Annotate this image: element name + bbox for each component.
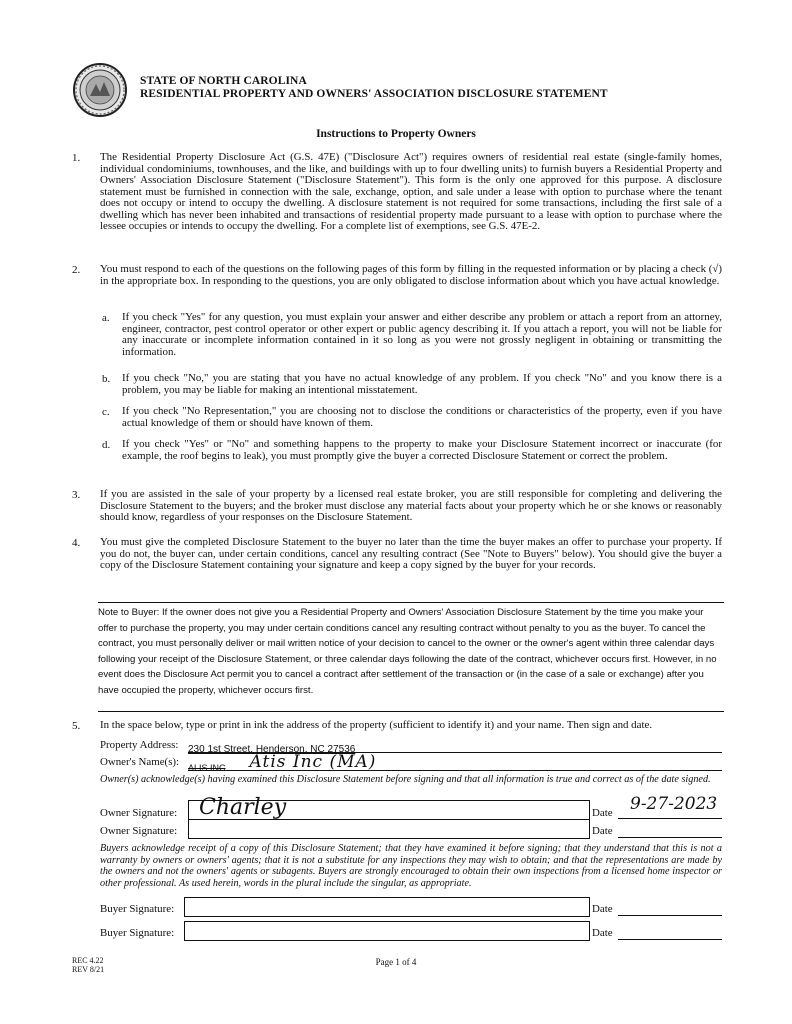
owner-2-date-field[interactable] (618, 819, 722, 838)
property-address-field[interactable] (188, 739, 722, 753)
item-1-number: 1. (72, 152, 81, 164)
owner-names-handwritten: Atis Inc (MA) (249, 752, 377, 772)
item-2c-label: c. (102, 406, 110, 418)
item-2a-label: a. (102, 312, 110, 324)
item-4-number: 4. (72, 537, 81, 549)
item-2-number: 2. (72, 264, 81, 276)
owner-signature-label: Owner Signature: (100, 807, 178, 819)
item-2c-text: If you check "No Representation," you are choosing not to disclose the conditions or characteristics of the property, even if you have actual knowledge of them or should have known of them. (122, 405, 722, 429)
buyer-acknowledgement: Buyers acknowledge receipt of a copy of this Disclosure Statement; that they have examined it before signing; that they understand that this is not a warranty by owners or owners' agents; that it is not a substitute for any inspections they may wish to obtain; and that the representations are made by the owners and not the owners' agents or subagents. Buyers are strongly encouraged to obtain their own inspections from a licensed home inspector or other professional. As used herein, words in the plural include the singular, as appropriate. (100, 843, 722, 889)
note-bottom-rule (98, 711, 724, 712)
property-address-value: 230 1st Street, Henderson, NC 27536 (188, 744, 356, 755)
state-heading: STATE OF NORTH CAROLINA (140, 75, 307, 87)
item-3-text: If you are assisted in the sale of your property by a licensed real estate broker, you are still responsible for completing and delivering the Disclosure Statement to the buyers; and the broker must disclose any material facts about your property which he or she knows or reasonably should know, regardless of your responses on the Disclosure Statement. (100, 488, 722, 523)
instructions-title: Instructions to Property Owners (316, 128, 476, 140)
item-5-text: In the space below, type or print in ink the address of the property (sufficient to identify it) and your name. Then sign and date. (100, 719, 653, 731)
owner-signature-2-label: Owner Signature: (100, 825, 178, 837)
owner-names-label: Owner's Name(s): (100, 756, 180, 768)
buyer-date-label: Date (592, 903, 613, 915)
item-2d-label: d. (102, 439, 111, 451)
item-2a-text: If you check "Yes" for any question, you must explain your answer and either describe any problem or attach a report from an attorney, engineer, contractor, pest control operator or other expert or public agency describing it. If you attach a report, you will not be liable for any inaccurate or incomplete information contained in it so long as you were not grossly negligent in obtaining or transmitting the information. (122, 311, 722, 358)
property-address-label: Property Address: (100, 739, 179, 751)
buyer-signature-box[interactable] (184, 897, 590, 917)
owner-date-label: Date (592, 807, 613, 819)
buyer-signature-2-box[interactable] (184, 921, 590, 941)
item-5-number: 5. (72, 720, 81, 732)
buyer-2-date-label: Date (592, 927, 613, 939)
owner-date-handwritten: 9-27-2023 (630, 794, 718, 814)
owner-signature-box[interactable] (188, 795, 590, 820)
item-1-text: The Residential Property Disclosure Act (G.S. 47E) ("Disclosure Act") requires owners of residential real estate (single-family homes, individual condominiums, townhouses, and the like, and buildings with up to four dwelling units) to furnish buyers a Residential Property and Owners' Association Disclosure Statement ("Disclosure Statement"). This form is the only one approved for this purpose. A disclosure statement must be furnished in connection with the sale, exchange, option, and sale under a lease with option to purchase where the tenant does not occupy or intend to occupy the dwelling. A disclosure statement is not required for some transactions, including the first sale of a dwelling which has never been inhabited and transactions of residential property made pursuant to a lease with option to purchase where the lessee occupies or intends to occupy the dwelling. For a complete list of exemptions, see G.S. 47E-2. (100, 151, 722, 232)
item-3-number: 3. (72, 489, 81, 501)
buyer-signature-label: Buyer Signature: (100, 903, 175, 915)
item-2d-text: If you check "Yes" or "No" and something happens to the property to make your Disclosure Statement incorrect or inaccurate (for example, the roof begins to leak), you must promptly give the buyer a corrected Disclosure Statement or correct the problem. (122, 438, 722, 462)
item-4-text: You must give the completed Disclosure Statement to the buyer no later than the time the buyer makes an offer to purchase your property. If you do not, the buyer can, under certain conditions, cancel any resulting contract (See "Note to Buyers" below). You should give the buyer a copy of the Disclosure Statement containing your signature and keep a copy signed by the buyer for your records. (100, 536, 722, 571)
form-code: REC 4.22 (72, 956, 104, 965)
note-to-buyer: Note to Buyer: If the owner does not give you a Residential Property and Owners' Association Disclosure Statement by the time you make your offer to purchase the property, you may under certain conditions cancel any resulting contract without penalty to you as the buyer. To cancel the contract, you must personally deliver or mail written notice of your decision to cancel to the owner or the owner's agent within three calendar days following your receipt of the Disclosure Statement, or three calendar days following the date of the contract, whichever occurs first. However, in no event does the Disclosure Act permit you to cancel a contract after settlement of the transaction or (in the case of a sale or exchange) after you have occupied the property, whichever occurs first. (98, 607, 717, 696)
buyer-date-field[interactable] (618, 897, 722, 916)
buyer-2-date-field[interactable] (618, 921, 722, 940)
owner-names-field[interactable] (188, 752, 722, 771)
owner-2-date-label: Date (592, 825, 613, 837)
north-carolina-seal-icon (72, 62, 128, 118)
form-revision: REV 8/21 (72, 965, 105, 974)
item-2b-label: b. (102, 373, 111, 385)
item-2-text: You must respond to each of the questions on the following pages of this form by filling in the requested information or by placing a check (√) in the appropriate box. In responding to the questions, you are only obligated to disclose information about which you have actual knowledge. (100, 263, 722, 287)
owner-signature-handwritten: Charley (199, 795, 287, 820)
owner-date-field[interactable] (618, 794, 722, 819)
owner-acknowledgement: Owner(s) acknowledge(s) having examined this Disclosure Statement before signing and that all information is true and correct as of the date signed. (100, 774, 711, 785)
item-2b-text: If you check "No," you are stating that you have no actual knowledge of any problem. If you check "No" and you know there is a problem, you may be liable for making an intentional misstatement. (122, 372, 722, 396)
owner-names-struck: ALIS INC (188, 763, 226, 773)
owner-signature-2-box[interactable] (188, 819, 590, 839)
buyer-signature-2-label: Buyer Signature: (100, 927, 175, 939)
page-number: Page 1 of 4 (375, 957, 417, 967)
form-title: RESIDENTIAL PROPERTY AND OWNERS' ASSOCIATION DISCLOSURE STATEMENT (140, 88, 608, 100)
note-top-rule (98, 602, 724, 603)
